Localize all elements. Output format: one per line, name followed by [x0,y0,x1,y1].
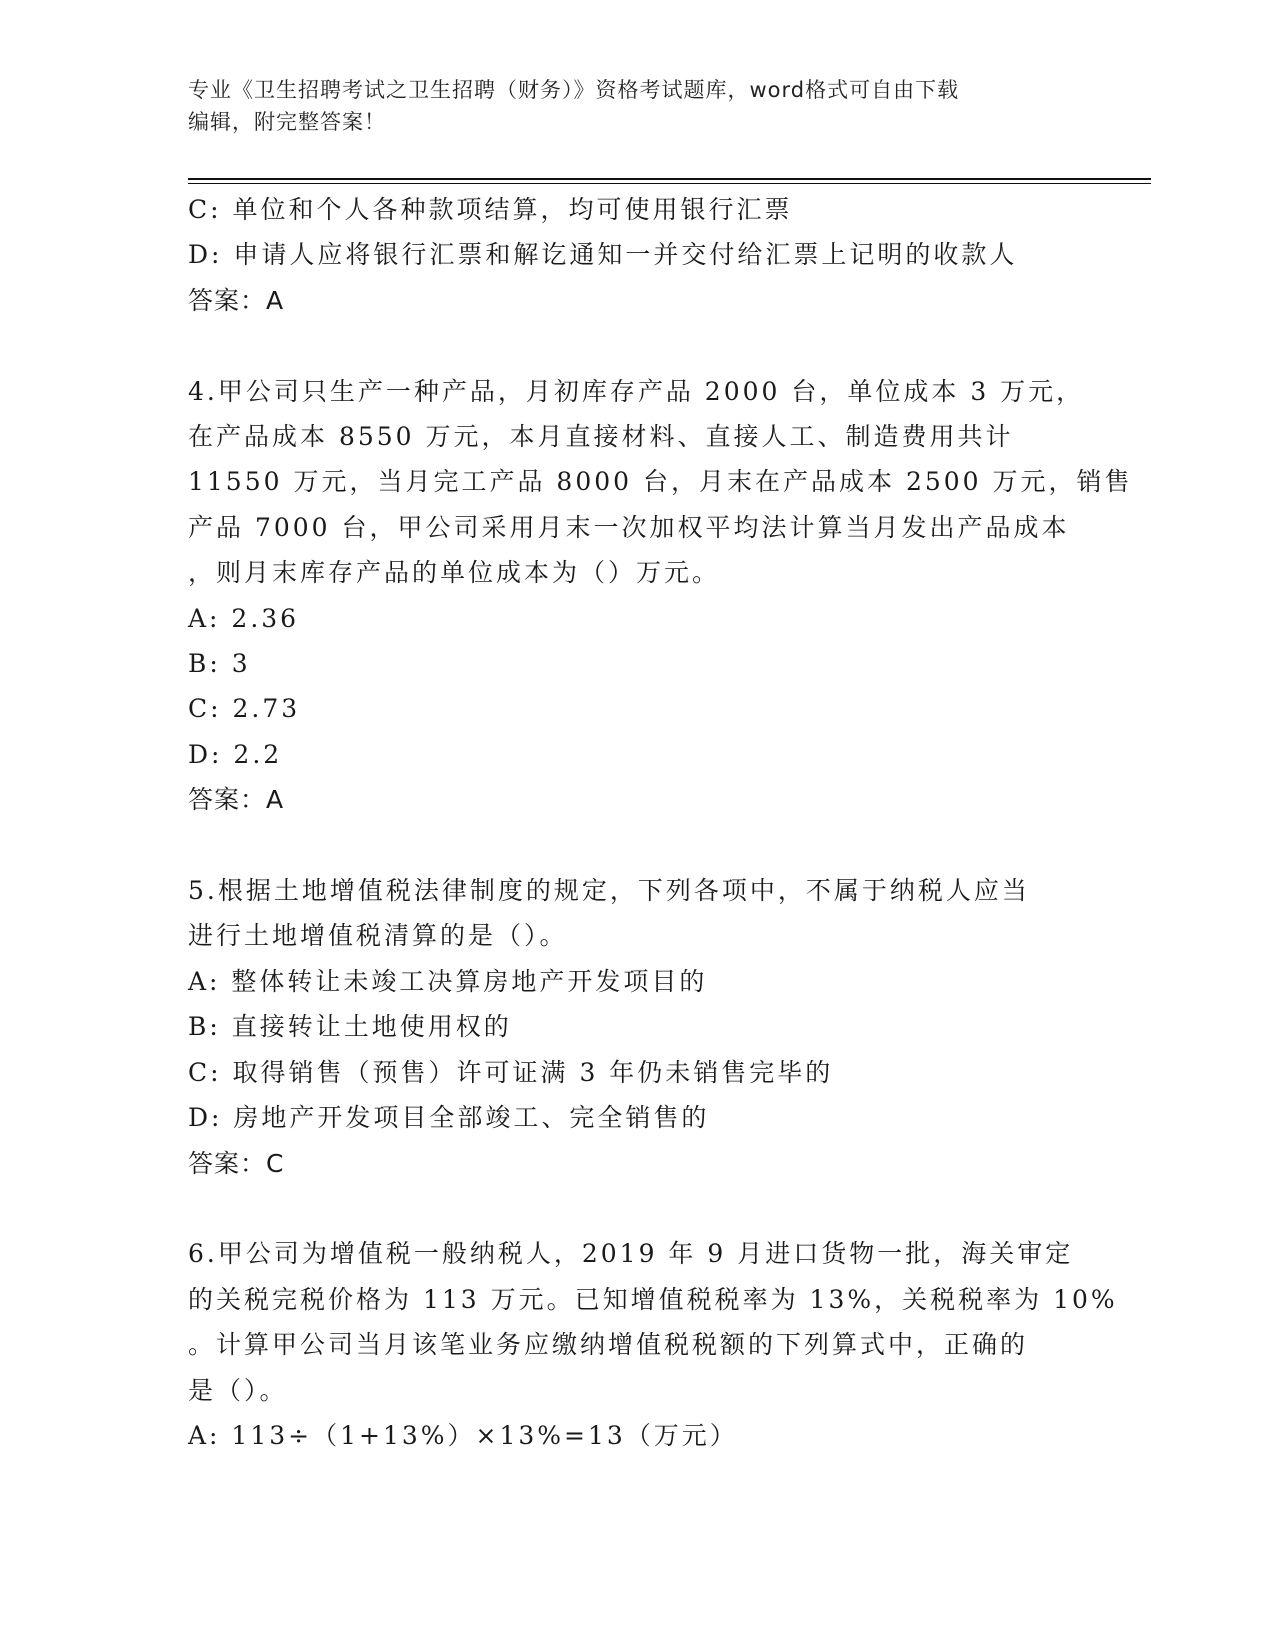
answer-label: 答案：A [188,785,285,815]
spacer [188,1186,1088,1231]
question-3 [188,187,1088,323]
option-a: A: 2.36 [188,603,300,633]
question-stem-line: 4.甲公司只生产一种产品，月初库存产品 2000 台，单位成本 3 万元， [188,376,1085,406]
question-stem-line: 进行土地增值税清算的是（）。 [188,921,568,951]
header-divider-thin [188,183,1151,184]
question-5 [188,868,1088,1186]
question-stem-line: 6.甲公司为增值税一般纳税人，2019 年 9 月进口货物一批，海关审定 [188,1239,1074,1269]
option-c: C: 单位和个人各种款项结算，均可使用银行汇票 [188,195,793,224]
question-stem-line: 5.根据土地增值税法律制度的规定，下列各项中，不属于纳税人应当 [188,876,1030,906]
question-4 [188,369,1133,823]
question-stem-line: 是（）。 [188,1375,288,1405]
header-line-2: 编辑，附完整答案！ [188,110,386,134]
document-header [188,74,1068,138]
option-d: D: 2.2 [188,739,283,769]
option-d: D: 房地产开发项目全部竣工、完全销售的 [188,1103,710,1133]
document-body [188,187,1133,1458]
option-c: C: 取得销售（预售）许可证满 3 年仍未销售完毕的 [188,1057,834,1087]
header-line-1: 专业《卫生招聘考试之卫生招聘（财务）》资格考试题库，word格式可自由下载 [188,78,960,102]
option-b: B: 直接转让土地使用权的 [188,1012,512,1042]
option-a: A: 113÷（1+13%）×13%=13（万元） [188,1420,738,1450]
option-c: C: 2.73 [188,694,301,724]
answer-label: 答案：A [188,285,285,315]
option-d: D: 申请人应将银行汇票和解讫通知一并交付给汇票上记明的收款人 [188,240,1018,270]
question-stem-line: 的关税完税价格为 113 万元。已知增值税税率为 13%，关税税率为 10% [188,1284,1118,1314]
question-stem-line: ，则月末库存产品的单位成本为（）万元。 [188,558,721,588]
spacer [188,823,1088,868]
option-a: A: 整体转让未竣工决算房地产开发项目的 [188,966,708,996]
option-b: B: 3 [188,649,251,679]
question-stem-line: 。计算甲公司当月该笔业务应缴纳增值税税额的下列算式中，正确的 [188,1330,1029,1360]
spacer [188,323,1088,368]
header-divider [188,178,1151,180]
question-stem-line: 产品 7000 台，甲公司采用月末一次加权平均法计算当月发出产品成本 [188,512,1070,542]
answer-label: 答案：C [188,1148,285,1178]
question-stem-line: 在产品成本 8550 万元，本月直接材料、直接人工、制造费用共计 [188,422,1014,452]
question-6 [188,1231,1118,1458]
question-stem-line: 11550 万元，当月完工产品 8000 台，月末在产品成本 2500 万元，销售 [188,467,1133,497]
